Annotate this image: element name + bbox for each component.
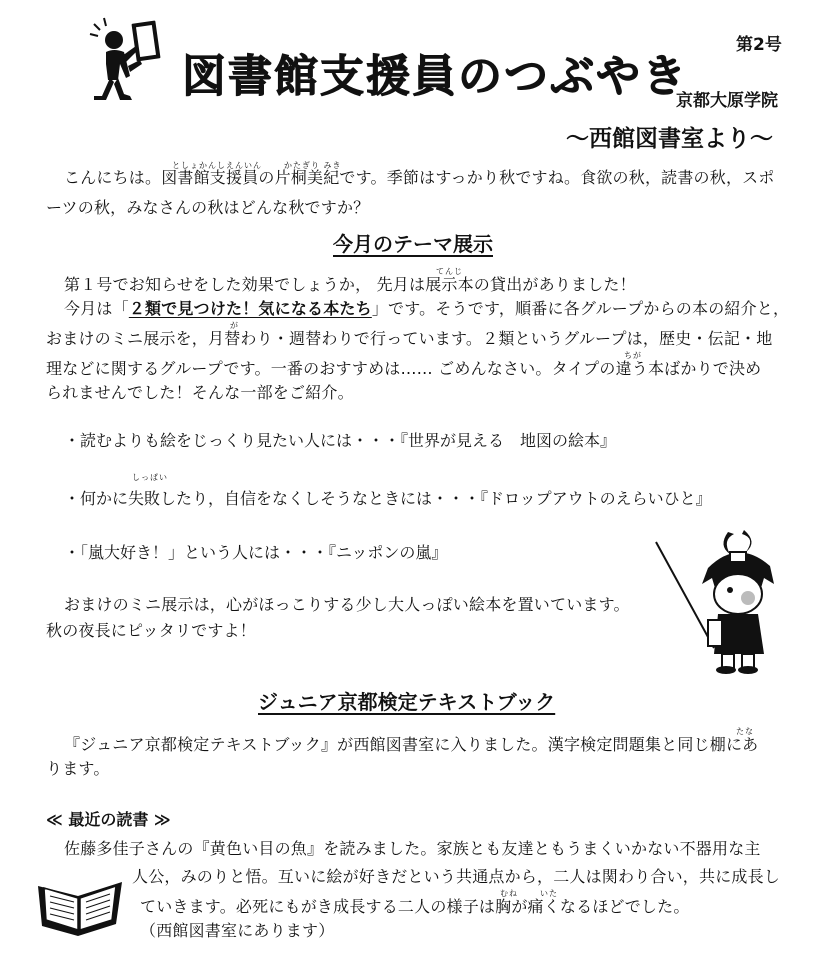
theme-paragraph: [64, 294, 789, 324]
intro-line: ーツの秋，みなさんの秋はどんな秋ですか？: [46, 198, 370, 217]
ruby-annotation: むね: [500, 889, 518, 898]
issue-number: 第2号: [736, 35, 782, 55]
ruby-annotation: が: [230, 321, 239, 330]
samurai-mascot-icon: [652, 528, 784, 676]
recent-reading-text: 人公，みのりと悟。互いに絵が好きだという共通点から，二人は関わり合い，共に成長し: [132, 867, 781, 886]
recent-reading-text: 佐藤多佳子さんの『黄色い目の魚』を読みました。家族とも友達ともうまくいかない不器用な主: [64, 839, 761, 858]
section-heading: ジュニア京都検定テキストブック: [258, 690, 556, 714]
ruby-annotation: たな: [736, 727, 754, 736]
mini-exhibit-text: おまけのミニ展示は，心がほっこりする少し大人っぽい絵本を置いています。: [64, 595, 630, 614]
ruby-annotation: いた: [540, 889, 558, 898]
theme-text: 今月は「: [64, 299, 129, 318]
recent-reading-text: （西館図書室にあります）: [140, 921, 335, 940]
junior-text: ります。: [46, 759, 110, 778]
theme-paragraph: おまけのミニ展示を，月替わり・週替わりで行っています。２類というグループは，歴史・伝記・地: [46, 329, 773, 348]
theme-paragraph: 第１号でお知らせをした効果でしょうか， 先月は展示本の貸出がありました！: [64, 275, 636, 294]
theme-paragraph: 理などに関するグループです。一番のおすすめは…… ごめんなさい。タイプの違う本ばかりで決め: [46, 359, 762, 378]
page-subtitle: ～西館図書室より～: [566, 126, 773, 152]
open-book-icon: [34, 866, 126, 938]
ruby-annotation: かたぎり みき: [284, 161, 342, 170]
school-name: 京都大原学院: [676, 91, 778, 111]
person-holding-book-icon: [84, 16, 166, 102]
theme-paragraph: られませんでした！そんな一部をご紹介。: [46, 383, 354, 402]
ruby-annotation: ちが: [624, 351, 642, 360]
section-heading: 今月のテーマ展示: [333, 232, 493, 256]
theme-book-title: ２類で見つけた！気になる本たち: [128, 299, 372, 318]
theme-text: 」です。そうです，順番に各グループからの本の紹介と，: [371, 299, 790, 318]
intro-line: こんにちは。図書館支援員の片桐美紀です。季節はすっかり秋ですね。食欲の秋，読書の秋，スポ: [64, 168, 775, 187]
recent-reading-text: ていきます。必死にもがき成長する二人の様子は胸が痛くなるほどでした。: [140, 897, 690, 916]
junior-text: 『ジュニア京都検定テキストブック』が西館図書室に入りました。漢字検定問題集と同じ棚にあ: [64, 735, 759, 754]
section-heading: ≪ 最近の読書 ≫: [46, 810, 171, 829]
list-item: ・読むよりも絵をじっくり見たい人には・・・『世界が見える 地図の絵本』: [64, 431, 617, 450]
ruby-annotation: としょかんしえんいん: [172, 161, 262, 170]
list-item: ・「嵐大好き！」という人には・・・『ニッポンの嵐』: [64, 543, 448, 562]
list-item: ・何かに失敗したり，自信をなくしそうなときには・・・『ドロップアウトのえらいひと』: [64, 489, 712, 508]
mini-exhibit-text: 秋の夜長にピッタリですよ！: [46, 621, 256, 640]
ruby-annotation: しっぱい: [132, 473, 168, 482]
ruby-annotation: てんじ: [436, 267, 463, 276]
page-title: 図書館支援員のつぶやき: [182, 51, 688, 102]
